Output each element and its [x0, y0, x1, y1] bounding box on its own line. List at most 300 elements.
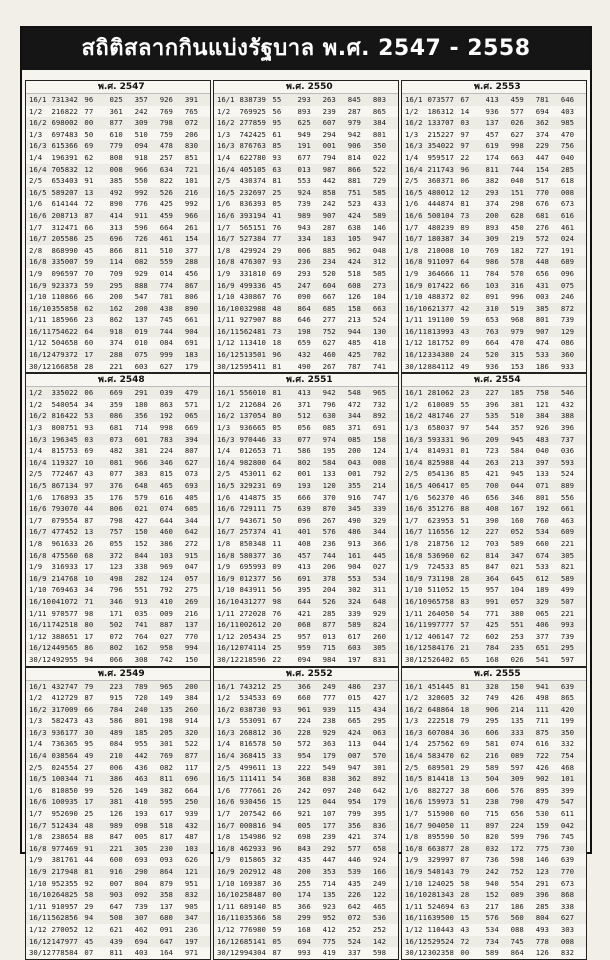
- draw-date: 16/5: [217, 481, 235, 490]
- two-digit-prize: 55: [272, 95, 282, 104]
- draw-date: 1/6: [29, 785, 43, 795]
- first-prize: 499611: [239, 762, 266, 772]
- three-digit-d: 730: [560, 843, 575, 853]
- table-row: [26, 457, 210, 469]
- three-digit-a: 137: [485, 118, 499, 128]
- first-prize: 329231: [239, 481, 266, 490]
- draw-date: 16/10: [29, 303, 51, 313]
- draw-date: 16/9: [29, 280, 47, 290]
- table-row: [214, 773, 398, 785]
- first-prize: 405105: [239, 164, 266, 174]
- three-digit-b: 510: [134, 129, 148, 139]
- first-prize: 615366: [51, 141, 78, 151]
- draw-date: 16/7: [405, 234, 423, 244]
- year-table: [213, 373, 399, 666]
- three-digit-c: 344: [347, 411, 361, 421]
- first-prize: 742518: [51, 620, 78, 630]
- three-digit-b: 137: [134, 315, 148, 325]
- three-digit-b: 888: [134, 280, 148, 290]
- three-digit-a: 660: [297, 693, 311, 703]
- three-digit-c: 811: [159, 774, 173, 784]
- three-digit-d: 611: [560, 809, 575, 819]
- two-digit-prize: 67: [460, 95, 470, 104]
- three-digit-b: 811: [134, 245, 148, 255]
- draw-date: 16/6: [217, 504, 235, 514]
- three-digit-c: 421: [347, 832, 361, 842]
- draw-date: 16/2: [29, 704, 47, 714]
- three-digit-c: 979: [347, 118, 361, 128]
- three-digit-d: 589: [372, 210, 387, 220]
- first-prize: 217948: [51, 867, 78, 876]
- year-table: [401, 373, 587, 666]
- three-digit-a: 893: [297, 106, 311, 116]
- table-row: [214, 434, 398, 446]
- three-digit-d: 073: [184, 469, 199, 479]
- draw-date: 16/8: [405, 550, 423, 560]
- two-digit-prize: 96: [460, 164, 470, 174]
- first-prize: 754622: [51, 326, 78, 336]
- table-row: [26, 715, 210, 727]
- three-digit-b: 462: [134, 924, 148, 934]
- three-digit-a: 924: [297, 187, 311, 197]
- draw-date: 1/10: [405, 878, 423, 888]
- table-row: [26, 619, 210, 631]
- three-digit-b: 667: [322, 292, 336, 302]
- two-digit-prize: 59: [84, 280, 94, 290]
- draw-date: 30/12: [405, 948, 427, 958]
- three-digit-b: 923: [322, 901, 336, 911]
- three-digit-c: 895: [535, 785, 549, 795]
- first-prize: 904050: [427, 820, 454, 830]
- three-digit-b: 598: [510, 855, 524, 865]
- three-digit-a: 847: [109, 832, 123, 842]
- three-digit-b: 309: [134, 118, 148, 128]
- draw-date: 30/12: [405, 654, 427, 664]
- three-digit-d: 146: [372, 222, 387, 232]
- two-digit-prize: 43: [84, 469, 94, 479]
- three-digit-d: 642: [184, 527, 199, 537]
- first-prize: 923373: [51, 280, 78, 290]
- two-digit-prize: 21: [460, 643, 470, 653]
- year-table: [25, 80, 211, 373]
- table-row: [214, 561, 398, 573]
- three-digit-b: 167: [510, 504, 524, 514]
- draw-date: 16/12: [29, 936, 51, 946]
- first-prize: 147977: [51, 936, 78, 946]
- table-row: [214, 106, 398, 118]
- three-digit-d: 075: [560, 280, 575, 290]
- draw-date: 16/1: [217, 95, 235, 104]
- table-row: [214, 715, 398, 727]
- two-digit-prize: 15: [460, 585, 470, 595]
- three-digit-c: 510: [159, 245, 173, 255]
- three-digit-c: 998: [159, 423, 173, 433]
- first-prize: 553091: [239, 716, 266, 726]
- three-digit-b: 929: [322, 727, 336, 737]
- table-row: [26, 303, 210, 315]
- three-digit-a: 989: [297, 210, 311, 220]
- table-row: [402, 642, 586, 654]
- draw-date: 16/6: [29, 210, 47, 220]
- three-digit-a: 544: [485, 423, 499, 433]
- three-digit-c: 337: [347, 948, 361, 958]
- draw-date: 16/9: [29, 867, 47, 876]
- three-digit-a: 798: [109, 515, 123, 525]
- three-digit-c: 213: [347, 315, 361, 325]
- year-heading: พ.ศ. 2550: [214, 81, 398, 94]
- three-digit-c: 252: [347, 924, 361, 934]
- draw-date: 16/8: [29, 843, 47, 853]
- three-digit-c: 446: [347, 855, 361, 865]
- three-digit-a: 736: [485, 855, 499, 865]
- table-row: [214, 387, 398, 399]
- three-digit-d: 285: [560, 164, 575, 174]
- first-prize: 414875: [239, 492, 266, 502]
- three-digit-a: 936: [485, 361, 499, 371]
- two-digit-prize: 93: [272, 257, 282, 267]
- first-prize: 032988: [239, 303, 266, 313]
- three-digit-d: 374: [372, 832, 387, 842]
- three-digit-d: 536: [372, 913, 387, 923]
- first-prize: 653403: [51, 176, 78, 186]
- three-digit-a: 374: [485, 199, 499, 209]
- first-prize: 429924: [239, 245, 266, 255]
- two-digit-prize: 41: [272, 210, 282, 220]
- first-prize: 232697: [239, 187, 266, 197]
- three-digit-b: 026: [510, 654, 524, 664]
- table-row: [402, 337, 586, 349]
- three-digit-c: 781: [159, 292, 173, 302]
- three-digit-c: 111: [535, 704, 549, 714]
- first-prize: 222518: [427, 716, 454, 726]
- three-digit-b: 074: [510, 739, 524, 749]
- three-digit-d: 915: [184, 550, 199, 560]
- table-row: [214, 492, 398, 504]
- three-digit-b: 089: [510, 751, 524, 761]
- draw-date: 1/6: [405, 492, 419, 502]
- table-row: [214, 584, 398, 596]
- table-row: [402, 762, 586, 774]
- three-digit-d: 626: [184, 855, 199, 865]
- draw-date: 16/8: [217, 550, 235, 560]
- three-digit-b: 287: [322, 222, 336, 232]
- three-digit-b: 097: [322, 785, 336, 795]
- three-digit-b: 685: [322, 303, 336, 313]
- three-digit-a: 346: [109, 596, 123, 606]
- three-digit-b: 775: [322, 936, 336, 946]
- three-digit-a: 498: [109, 573, 123, 583]
- table-row: [26, 245, 210, 257]
- three-digit-a: 077: [297, 434, 311, 444]
- three-digit-b: 426: [510, 693, 524, 703]
- two-digit-prize: 81: [460, 681, 470, 691]
- draw-date: 16/4: [405, 457, 423, 467]
- three-digit-b: 005: [134, 832, 148, 842]
- draw-date: 1/8: [405, 832, 419, 842]
- three-digit-b: 403: [134, 948, 148, 958]
- three-digit-b: 777: [322, 693, 336, 703]
- draw-date: 1/2: [29, 399, 43, 409]
- three-digit-d: 329: [372, 515, 387, 525]
- three-digit-b: 026: [510, 118, 524, 128]
- table-row: [26, 808, 210, 820]
- three-digit-c: 146: [535, 855, 549, 865]
- table-row: [26, 584, 210, 596]
- draw-date: 1/10: [405, 585, 423, 595]
- two-digit-prize: 28: [460, 890, 470, 900]
- three-digit-a: 734: [485, 936, 499, 946]
- three-digit-d: 086: [560, 338, 575, 348]
- three-digit-b: 974: [322, 434, 336, 444]
- three-digit-d: 639: [560, 681, 575, 691]
- draw-date: 1/12: [405, 631, 423, 641]
- table-row: [402, 924, 586, 936]
- three-digit-b: 554: [510, 878, 524, 888]
- three-digit-c: 082: [159, 762, 173, 772]
- three-digit-b: 604: [322, 280, 336, 290]
- three-digit-d: 250: [184, 797, 199, 807]
- draw-date: 1/8: [29, 538, 43, 548]
- first-prize: 595411: [239, 361, 266, 371]
- three-digit-a: 125: [297, 797, 311, 807]
- table-row: [214, 608, 398, 620]
- table-row: [214, 268, 398, 280]
- three-digit-c: 616: [535, 739, 549, 749]
- two-digit-prize: 95: [272, 118, 282, 128]
- three-digit-c: 164: [159, 948, 173, 958]
- three-digit-b: 040: [510, 176, 524, 186]
- table-row: [402, 750, 586, 762]
- table-row: [214, 222, 398, 234]
- three-digit-b: 450: [510, 222, 524, 232]
- three-digit-d: 765: [184, 106, 199, 116]
- three-digit-b: 547: [134, 292, 148, 302]
- first-prize: 480012: [427, 187, 454, 197]
- three-digit-c: 103: [159, 550, 173, 560]
- two-digit-prize: 38: [460, 785, 470, 795]
- table-row: [402, 654, 586, 666]
- three-digit-a: 906: [485, 704, 499, 714]
- first-prize: 110443: [427, 924, 454, 934]
- three-digit-a: 784: [485, 268, 499, 278]
- three-digit-b: 107: [322, 809, 336, 819]
- draw-date: 16/1: [405, 95, 423, 104]
- three-digit-c: 027: [159, 631, 173, 641]
- three-digit-b: 098: [134, 820, 148, 830]
- two-digit-prize: 87: [84, 210, 94, 220]
- table-row: [214, 480, 398, 492]
- three-digit-b: 844: [134, 550, 148, 560]
- three-digit-a: 390: [485, 515, 499, 525]
- three-digit-d: 598: [372, 948, 387, 958]
- first-prize: 186312: [427, 106, 454, 116]
- three-digit-d: 747: [372, 492, 387, 502]
- three-digit-d: 396: [560, 423, 575, 433]
- three-digit-a: 103: [485, 280, 499, 290]
- three-digit-c: 845: [347, 95, 361, 104]
- three-digit-a: 032: [485, 843, 499, 853]
- three-digit-c: 760: [535, 515, 549, 525]
- three-digit-d: 547: [560, 797, 575, 807]
- three-digit-a: 227: [485, 527, 499, 537]
- table-row: [402, 268, 586, 280]
- three-digit-c: 745: [159, 315, 173, 325]
- three-digit-a: 191: [297, 141, 311, 151]
- three-digit-c: 674: [535, 550, 549, 560]
- first-prize: 277859: [239, 118, 266, 128]
- three-digit-a: 073: [109, 434, 123, 444]
- two-digit-prize: 96: [272, 843, 282, 853]
- two-digit-prize: 13: [84, 527, 94, 537]
- three-digit-c: 651: [535, 643, 549, 653]
- three-digit-c: 197: [347, 654, 361, 664]
- table-row: [402, 326, 586, 338]
- draw-date: 1/2: [405, 399, 419, 409]
- table-row: [26, 785, 210, 797]
- draw-date: 2/5: [405, 762, 419, 772]
- draw-date: 2/5: [405, 469, 419, 479]
- three-digit-d: 546: [560, 388, 575, 398]
- table-row: [214, 187, 398, 199]
- three-digit-d: 889: [560, 481, 575, 490]
- three-digit-d: 206: [184, 129, 199, 139]
- two-digit-prize: 26: [272, 399, 282, 409]
- table-row: [26, 280, 210, 292]
- three-digit-d: 673: [560, 199, 575, 209]
- three-digit-a: 534: [485, 924, 499, 934]
- three-digit-d: 892: [372, 774, 387, 784]
- three-digit-a: 313: [109, 222, 123, 232]
- three-digit-a: 808: [109, 152, 123, 162]
- three-digit-c: 438: [159, 303, 173, 313]
- three-digit-a: 366: [297, 901, 311, 911]
- three-digit-a: 890: [109, 199, 123, 209]
- two-digit-prize: 76: [272, 222, 282, 232]
- first-prize: 705832: [51, 164, 78, 174]
- three-digit-d: 236: [184, 924, 199, 934]
- draw-date: 1/6: [217, 492, 231, 502]
- three-digit-d: 366: [372, 538, 387, 548]
- draw-date: 16/12: [217, 350, 239, 360]
- two-digit-prize: 62: [84, 152, 94, 162]
- three-digit-a: 242: [297, 785, 311, 795]
- three-digit-c: 276: [535, 222, 549, 232]
- three-digit-b: 224: [510, 820, 524, 830]
- three-digit-a: 915: [109, 693, 123, 703]
- two-digit-prize: 68: [84, 550, 94, 560]
- table-row: [26, 561, 210, 573]
- two-digit-prize: 72: [460, 631, 470, 641]
- three-digit-a: 200: [485, 210, 499, 220]
- year-heading: พ.ศ. 2552: [214, 668, 398, 681]
- two-digit-prize: 97: [460, 141, 470, 151]
- table-row: [214, 692, 398, 704]
- first-prize: 264050: [427, 608, 454, 618]
- three-digit-c: 796: [535, 832, 549, 842]
- three-digit-b: 294: [322, 129, 336, 139]
- three-digit-b: 153: [510, 361, 524, 371]
- table-row: [214, 820, 398, 832]
- three-digit-b: 120: [322, 481, 336, 490]
- three-digit-b: 584: [510, 446, 524, 456]
- three-digit-c: 483: [535, 434, 549, 444]
- three-digit-a: 295: [485, 716, 499, 726]
- table-row: [214, 642, 398, 654]
- draw-date: 16/9: [217, 573, 235, 583]
- table-row: [214, 314, 398, 326]
- draw-date: 2/5: [217, 176, 231, 186]
- three-digit-c: 634: [159, 164, 173, 174]
- draw-date: 2/5: [217, 762, 231, 772]
- two-digit-prize: 49: [84, 751, 94, 761]
- three-digit-b: 577: [510, 106, 524, 116]
- two-digit-prize: 17: [84, 631, 94, 641]
- three-digit-b: 589: [510, 538, 524, 548]
- three-digit-c: 822: [159, 176, 173, 186]
- three-digit-b: 075: [134, 350, 148, 360]
- table-row: [26, 222, 210, 234]
- three-digit-b: 945: [510, 434, 524, 444]
- first-prize: 500104: [427, 210, 454, 220]
- first-prize: 481746: [427, 411, 454, 421]
- three-digit-b: 741: [134, 620, 148, 630]
- three-digit-b: 094: [134, 141, 148, 151]
- three-digit-d: 801: [372, 129, 387, 139]
- two-digit-prize: 32: [460, 693, 470, 703]
- three-digit-d: 427: [372, 693, 387, 703]
- two-digit-prize: 51: [460, 797, 470, 807]
- three-digit-b: 648: [134, 481, 148, 490]
- three-digit-b: 870: [322, 504, 336, 514]
- three-digit-b: 968: [510, 315, 524, 325]
- first-prize: 412729: [51, 693, 78, 703]
- three-digit-d: 646: [560, 95, 575, 104]
- first-prize: 393194: [239, 210, 266, 220]
- draw-date: 2/5: [217, 469, 231, 479]
- table-row: [402, 434, 586, 446]
- first-prize: 215227: [427, 129, 454, 139]
- first-prize: 432747: [51, 681, 78, 691]
- three-digit-c: 787: [347, 361, 361, 371]
- three-digit-d: 821: [560, 562, 575, 572]
- draw-date: 16/8: [217, 257, 235, 267]
- two-digit-prize: 07: [84, 948, 94, 958]
- two-digit-prize: 86: [84, 643, 94, 653]
- three-digit-a: 162: [109, 303, 123, 313]
- three-digit-d: 065: [184, 411, 199, 421]
- three-digit-d: 691: [184, 338, 199, 348]
- three-digit-c: 356: [347, 820, 361, 830]
- table-row: [26, 843, 210, 855]
- two-digit-prize: 75: [272, 504, 282, 514]
- draw-date: 16/4: [405, 164, 423, 174]
- three-digit-c: 553: [347, 573, 361, 583]
- three-digit-b: 378: [322, 573, 336, 583]
- three-digit-a: 847: [485, 562, 499, 572]
- three-digit-a: 796: [109, 585, 123, 595]
- three-digit-d: 803: [372, 95, 387, 104]
- first-prize: 334380: [427, 350, 454, 360]
- three-digit-d: 664: [184, 785, 199, 795]
- three-digit-d: 036: [560, 446, 575, 456]
- three-digit-d: 221: [560, 538, 575, 548]
- first-prize: 882727: [427, 785, 454, 795]
- table-row: [26, 326, 210, 338]
- table-row: [402, 608, 586, 620]
- table-row: [26, 947, 210, 959]
- two-digit-prize: 69: [460, 739, 470, 749]
- three-digit-a: 247: [297, 280, 311, 290]
